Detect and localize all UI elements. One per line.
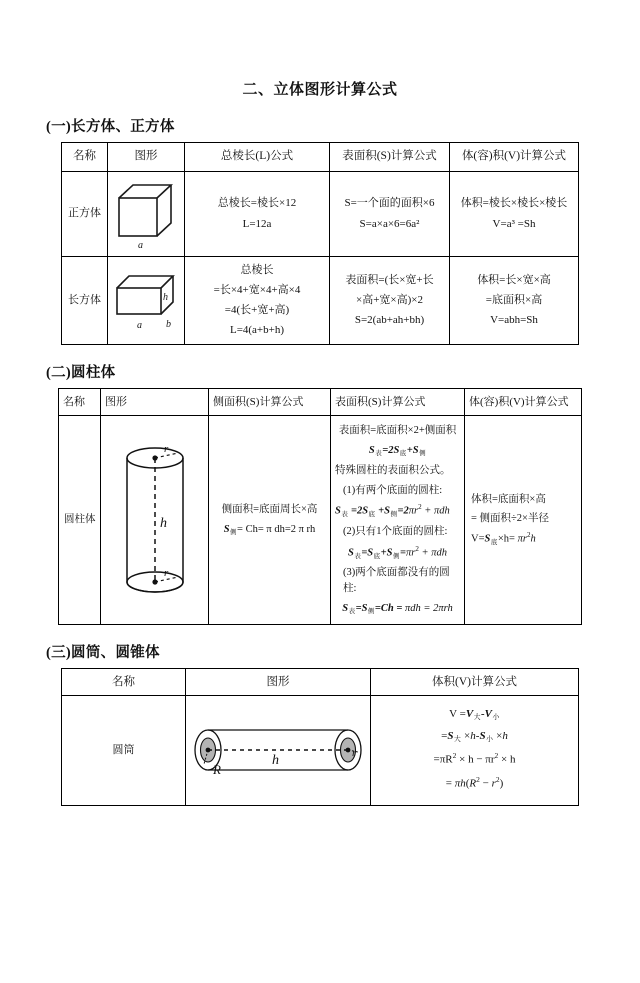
section-heading-3: (三)圆筒、圆锥体 (46, 644, 160, 661)
cylinder-bottom-center-dot (152, 579, 157, 584)
formula-line: 体积=长×宽×高 (477, 274, 551, 287)
row-label-cylinder: 圆柱体 (59, 416, 101, 625)
formula-line: S=2(ab+ah+bh) (354, 314, 425, 327)
case-3-formula: $S_表=S_侧=Ch = \pi dh = 2\pi rh$ (342, 602, 453, 616)
tube-diagram (192, 712, 364, 788)
formula-lateral (212, 522, 327, 538)
tube-label-r: r (352, 747, 357, 760)
column-header-volume: 体积(V)计算公式 (371, 668, 579, 695)
formula-line: 表面积=(长×宽+长 (345, 274, 434, 287)
special-note: 特殊圆柱的表面积公式。 (335, 464, 451, 476)
cuboid-volume-formula-cell (450, 257, 579, 345)
column-header-lateral-area: 侧面积(S)计算公式 (209, 389, 331, 416)
formula-text: 表面积=底面积×2+侧面积 (338, 425, 457, 437)
cube-edge-formula-cell (185, 172, 330, 257)
cylinder-label-r-bottom: r (163, 567, 168, 579)
case-1-formula: $S_表 =2S_底 +S_侧=2\pi r^2 + \pi dh$ (335, 503, 450, 519)
tube-figure-cell (186, 695, 371, 805)
formula-line: =4(长+宽+高) (224, 304, 290, 317)
cylinder-diagram (116, 439, 194, 601)
formula-line: =长×4+宽×4+高×4 (213, 284, 301, 297)
formula-line: L=4(a+b+h) (229, 324, 285, 337)
table-header-row (59, 389, 582, 416)
table-header-row (62, 668, 579, 695)
formula-line: 体积=棱长×棱长×棱长 (460, 197, 568, 210)
cuboid-figure-cell (108, 257, 185, 345)
tube-label-R: R (213, 762, 221, 778)
table-row (62, 695, 579, 805)
cuboid-label-a: a (137, 319, 142, 331)
cuboid-label-h: h (163, 291, 168, 303)
cylinder-surface-formula-cell (331, 416, 465, 625)
cylinder-volume-formula-cell (465, 416, 582, 625)
cube-volume-formula-cell (450, 172, 579, 257)
tube-label-h: h (272, 753, 279, 769)
cylinder-label-r-top: r (163, 443, 168, 455)
formula-line: L=12a (242, 217, 272, 230)
column-header-name: 名称 (59, 389, 101, 416)
formula-line: V=abh=Sh (490, 314, 538, 327)
formula-line: = 侧面积÷2×半径 (471, 513, 549, 525)
formula-line: V=a³ =Sh (492, 217, 536, 230)
cube-surface-formula-cell (330, 172, 450, 257)
formula-line-3: $=\pi R^2 \times h - \pi r^2 \times h$ (433, 751, 516, 766)
column-header-surface-area: 表面积(S)计算公式 (331, 389, 465, 416)
formula-line: S=a×a×6=6a² (359, 217, 420, 230)
tube-volume-formula-cell (371, 695, 579, 805)
formula-volume: $V=S_底\times h= \pi r^2h$ (471, 530, 536, 546)
cuboid-diagram (111, 270, 181, 332)
formula-line: 体积=底面积×高 (471, 494, 546, 506)
table-row (62, 257, 579, 345)
formula-line: =底面积×高 (485, 294, 543, 307)
cuboid-edge-formula-cell (185, 257, 330, 345)
column-header-figure: 图形 (108, 143, 185, 172)
formula-text: 侧面积=底面周长×高 (221, 504, 318, 516)
case-3-label: (3)两个底面都没有的圆柱: (343, 567, 450, 595)
table-tube-cone (61, 668, 579, 806)
case-2-formula: $S_表=S_底+S_侧=\pi r^2 + \pi dh$ (347, 544, 447, 560)
column-header-figure: 图形 (186, 668, 371, 695)
column-header-name: 名称 (62, 668, 186, 695)
formula-line: S=一个面的面积×6 (344, 197, 435, 210)
document-page (0, 78, 640, 983)
case-2-label: (2)只有1个底面的圆柱: (343, 526, 448, 537)
row-label-tube: 圆筒 (62, 695, 186, 805)
table-header-row (62, 143, 579, 172)
table-cylinder (58, 388, 582, 625)
cylinder-label-h: h (159, 516, 167, 531)
formula-line: 总棱长 (240, 264, 274, 276)
cuboid-surface-formula-cell (330, 257, 450, 345)
formula-line: ×高+宽×高)×2 (356, 294, 423, 307)
formula-line: 总棱长=棱长×12 (217, 197, 297, 210)
column-header-name: 名称 (62, 143, 108, 172)
column-header-edge-length: 总棱长(L)公式 (185, 143, 330, 172)
formula-line-4: = $\pi h(R^2 - r^2)$ (445, 774, 504, 790)
page-title: 二、立体图形计算公式 (242, 82, 398, 98)
formula-surface-main: $S_表=2S_底+S_侧$ (368, 444, 426, 458)
table-row (62, 172, 579, 257)
table-row (59, 416, 582, 625)
cube-diagram (113, 178, 179, 250)
row-label-cube: 正方体 (62, 172, 108, 257)
section-heading-1: (一)长方体、正方体 (46, 119, 175, 135)
case-1-label: (1)有两个底面的圆柱: (343, 484, 443, 496)
symbol-S: S (223, 523, 230, 535)
column-header-volume: 体(容)积(V)计算公式 (465, 389, 582, 416)
column-header-volume: 体(容)积(V)计算公式 (450, 143, 579, 172)
table-cuboid-cube (61, 142, 579, 345)
cylinder-lateral-formula-cell (209, 416, 331, 625)
section-heading-2: (二)圆柱体 (46, 365, 116, 382)
cube-figure-cell (108, 172, 185, 257)
column-header-surface-area: 表面积(S)计算公式 (330, 143, 450, 172)
subscript-lateral: 侧 (230, 529, 237, 537)
formula-line-1: $V =V_大-V_小$ (449, 707, 500, 722)
column-header-figure: 图形 (101, 389, 209, 416)
cuboid-label-b: b (166, 318, 171, 330)
formula-line-2: $=S_大 \times h-S_小 \times h$ (441, 730, 508, 744)
cylinder-figure-cell (101, 416, 209, 625)
cube-label-a: a (138, 240, 143, 250)
row-label-cuboid: 长方体 (62, 257, 108, 345)
cylinder-top-center-dot (152, 455, 157, 460)
formula-rest: = Ch= π dh=2 π rh (237, 523, 316, 535)
